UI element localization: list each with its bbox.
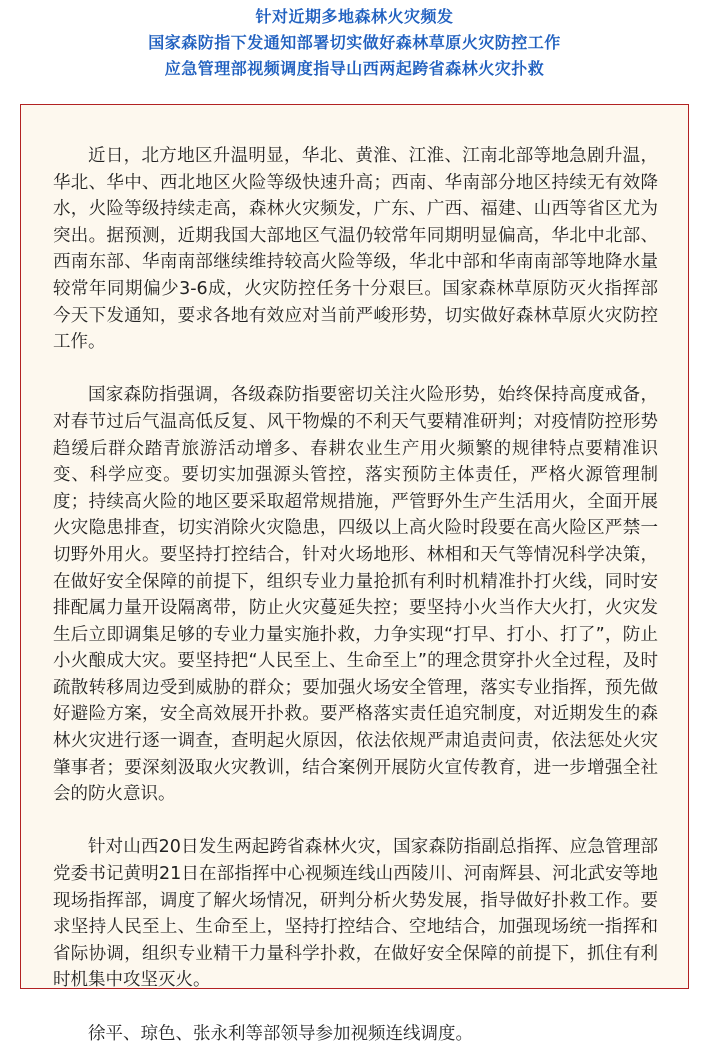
paragraph-1: 近日，北方地区升温明显，华北、黄淮、江淮、江南北部等地急剧升温，华北、华中、西北地区火险等级快速升高；西南、华南部分地区持续无有效降水，火险等级持续走高，森林火灾频发，广东、广西、福建、山西等省区尤为突出。据预测，近期我国大部地区气温仍较常年同期明显偏高，华北中北部、西南东部、华南南部继续维持较高火险等级，华北中部和华南南部等地降水量较常年同期偏少3-6成，火灾防控任务十分艰巨。国家森林草原防灭火指挥部今天下发通知，要求各地有效应对当前严峻形势，切实做好森林草原火灾防控工作。 <box>53 146 658 353</box>
article-headline <box>0 4 709 82</box>
article-body-box <box>20 104 689 1044</box>
paragraph-4: 徐平、琼色、张永利等部领导参加视频连线调度。 <box>88 1023 473 1044</box>
headline-line-3: 应急管理部视频调度指导山西两起跨省森林火灾扑救 <box>164 59 545 78</box>
headline-line-2: 国家森防指下发通知部署切实做好森林草原火灾防控工作 <box>148 33 561 52</box>
paragraph-2: 国家森防指强调，各级森防指要密切关注火险形势，始终保持高度戒备，对春节过后气温高低反复、风干物燥的不利天气要精准研判；对疫情防控形势趋缓后群众踏青旅游活动增多、春耕农业生产用火频繁的规律特点要精准识变、科学应变。要切实加强源头管控，落实预防主体责任，严格火源管理制度；持续高火险的地区要采取超常规措施，严管野外生产生活用火，全面开展火灾隐患排查，切实消除火灾隐患，四级以上高火险时段要在高火险区严禁一切野外用火。要坚持打控结合，针对火场地形、林相和天气等情况科学决策，在做好安全保障的前提下，组织专业力量抢抓有利时机精准扑打火线，同时安排配属力量开设隔离带，防止火灾蔓延失控；要坚持小火当作大火打，火灾发生后立即调集足够的专业力量实施扑救，力争实现“打早、打小、打了”，防止小火酿成大灾。要坚持把“人民至上、生命至上”的理念贯穿扑火全过程，及时疏散转移周边受到威胁的群众；要加强火场安全管理，落实专业指挥，预先做好避险方案，安全高效展开扑救。要严格落实责任追究制度，对近期发生的森林火灾进行逐一调查，查明起火原因，依法依规严肃追责问责，依法惩处火灾肇事者；要深刻汲取火灾教训，结合案例开展防火宣传教育，进一步增强全社会的防火意识。 <box>53 385 658 805</box>
paragraph-3: 针对山西20日发生两起跨省森林火灾，国家森防指副总指挥、应急管理部党委书记黄明21日在部指挥中心视频连线山西陵川、河南辉县、河北武安等地现场指挥部，调度了解火场情况，研判分析火势发展，指导做好扑救工作。要求坚持人民至上、生命至上，坚持打控结合、空地结合，加强现场统一指挥和省际协调，组织专业精干力量科学扑救，在做好安全保障的前提下，抓住有利时机集中攻坚灭火。 <box>53 837 658 991</box>
headline-line-1: 针对近期多地森林火灾频发 <box>255 7 454 26</box>
